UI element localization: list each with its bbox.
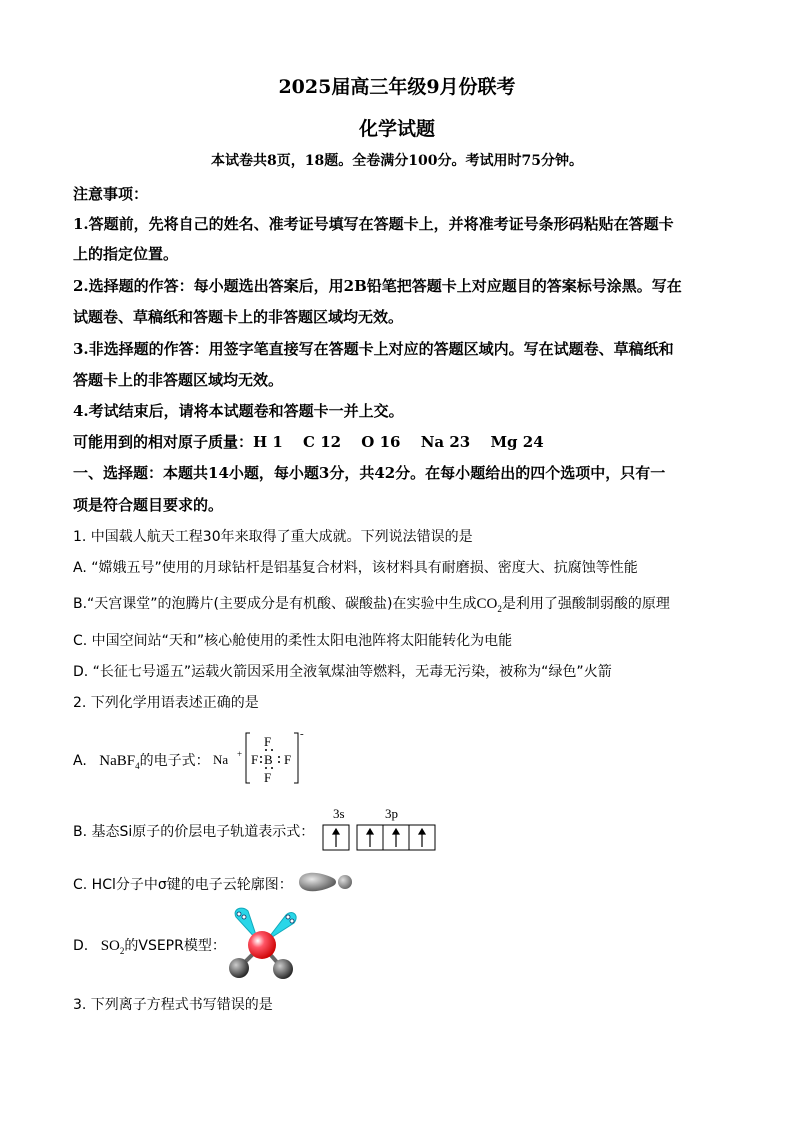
exam-info: 本试卷共8页，18题。全卷满分100分。考试用时75分钟。	[211, 153, 583, 169]
right-bracket	[294, 733, 298, 783]
na-charge: +	[237, 749, 243, 759]
q1-option-b-post: 是利用了强酸制弱酸的原理	[501, 596, 670, 612]
so2-formula: $SO_2$	[100, 938, 125, 956]
dot	[271, 767, 273, 769]
f-bottom: F	[264, 770, 272, 785]
exam-title: 2025届高三年级9月份联考	[278, 76, 516, 98]
anion-charge: -	[300, 728, 304, 740]
hcl-sigma-cloud-image	[295, 868, 357, 896]
q1-option-d: D. “长征七号遥五”运载火箭因采用全液氧煤油等燃料，无毒无污染，被称为“绿色”火箭	[73, 664, 612, 680]
notice-heading: 注意事项：	[73, 185, 149, 203]
b-center: B	[264, 752, 273, 767]
left-bracket	[246, 733, 250, 783]
arrow-head	[393, 829, 399, 834]
arrow-head	[419, 829, 425, 834]
notice-line-1b: 上的指定位置。	[73, 245, 179, 263]
q2-a-text: 的电子式：	[139, 753, 210, 769]
dot	[265, 749, 267, 751]
electron-dot	[242, 915, 246, 919]
orbital-label-3p: 3p	[385, 806, 398, 821]
atomic-mass-line: 可能用到的相对原子质量：H 1 C 12 O 16 Na 23 Mg 24	[73, 433, 544, 451]
dot	[265, 767, 267, 769]
q2-option-a	[73, 750, 210, 771]
notice-line-4: 4.考试结束后，请将本试题卷和答题卡一并上交。	[73, 402, 404, 420]
orbital-label-3s: 3s	[333, 806, 345, 821]
q2-d-label: D.	[73, 938, 89, 954]
q2-option-b: B. 基态Si原子的价层电子轨道表示式：	[73, 824, 315, 840]
nabf4-electron-formula	[210, 728, 310, 788]
q3-stem: 3. 下列离子方程式书写错误的是	[73, 997, 273, 1013]
section-heading-a: 一、选择题：本题共14小题，每小题3分，共42分。在每小题给出的四个选项中，只有一	[73, 464, 666, 482]
dot	[260, 761, 262, 763]
electron-dot	[237, 912, 241, 916]
na-symbol: Na	[213, 752, 229, 767]
q1-stem: 1. 中国载人航天工程30年来取得了重大成就。下列说法错误的是	[73, 529, 473, 545]
q2-stem: 2. 下列化学用语表述正确的是	[73, 695, 259, 711]
nabf4-formula: NaBF$_4$	[99, 753, 140, 771]
subject-title: 化学试题	[358, 118, 435, 140]
notice-line-2a: 2.选择题的作答：每小题选出答案后，用2B铅笔把答题卡上对应题目的答案标号涂黑。写在	[73, 277, 682, 295]
f-right: F	[284, 752, 292, 767]
notice-line-3b: 答题卡上的非答题区域均无效。	[73, 371, 284, 389]
si-orbital-diagram	[322, 823, 438, 853]
sigma-lobe	[299, 873, 336, 891]
notice-line-3a: 3.非选择题的作答：用签字笔直接写在答题卡上对应的答题区域内。写在试题卷、草稿纸和	[73, 340, 674, 358]
f-top: F	[264, 734, 272, 749]
dot	[271, 749, 273, 751]
q2-d-text: 的VSEPR模型：	[124, 938, 226, 954]
dot	[278, 756, 280, 758]
q1-option-b-pre: B.“天宫课堂”的泡腾片(主要成分是有机酸、碳酸盐)在实验中生成	[73, 596, 477, 612]
oxygen-atom	[229, 958, 249, 978]
sulfur-atom	[248, 931, 276, 959]
notice-line-1a: 1.答题前，先将自己的姓名、准考证号填写在答题卡上，并将准考证号条形码粘贴在答题卡	[73, 215, 674, 233]
q1-option-b	[73, 593, 670, 614]
oxygen-atom	[273, 959, 293, 979]
arrow-head	[367, 829, 373, 834]
q2-option-d	[73, 935, 226, 956]
section-heading-b: 项是符合题目要求的。	[73, 496, 224, 514]
q2-option-c: C. HCl分子中σ键的电子云轮廓图：	[73, 877, 293, 893]
f-left: F	[251, 752, 259, 767]
so2-vsepr-model-image	[222, 905, 302, 983]
dot	[260, 756, 262, 758]
co2-formula: $CO_2$	[476, 596, 502, 614]
q1-option-c: C. 中国空间站“天和”核心舱使用的柔性太阳电池阵将太阳能转化为电能	[73, 633, 513, 649]
q1-option-a: A. “嫦娥五号”使用的月球钻杆是铝基复合材料，该材料具有耐磨损、密度大、抗腐蚀等性能	[73, 560, 638, 576]
q2-a-label: A.	[73, 753, 87, 769]
arrow-head	[333, 829, 339, 834]
cl-end-lobe	[338, 875, 352, 889]
electron-dot	[286, 915, 290, 919]
dot	[278, 761, 280, 763]
electron-dot	[290, 919, 294, 923]
notice-line-2b: 试题卷、草稿纸和答题卡上的非答题区域均无效。	[73, 308, 404, 326]
